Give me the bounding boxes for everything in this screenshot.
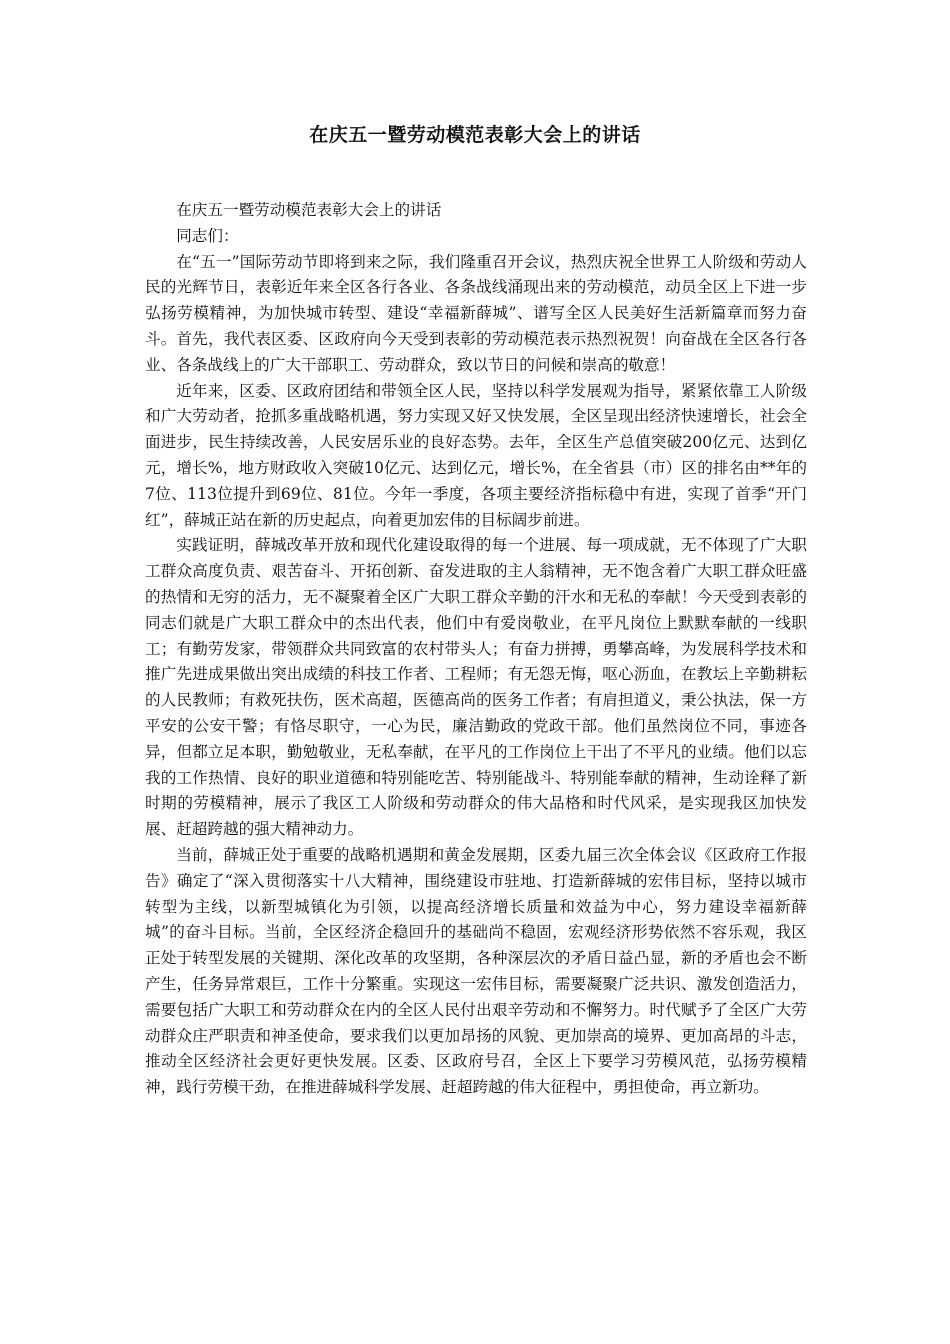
salutation: 同志们： <box>176 226 239 245</box>
paragraph: 近年来，区委、区政府团结和带领全区人民，坚持以科学发展观为指导，紧紧依靠工人阶级和广大劳动者，抢抓多重战略机遇，努力实现又好又快发展，全区呈现出经济快速增长，社会全面进步，民生持续改善，人民安居乐业的良好态势。去年，全区生产总值突破200亿元、达到亿元，增长%，地方财政收入突破10亿元、达到亿元，增长%，在全省县（市）区的排名由**年的7位、113位提升到69位、81位。今年一季度，各项主要经济指标稳中有进，实现了首季“开门红”，薛城正站在新的历史起点，向着更加宏伟的目标阔步前进。 <box>145 381 807 529</box>
document-body <box>145 198 807 1101</box>
document-subtitle: 在庆五一暨劳动模范表彰大会上的讲话 <box>176 201 442 219</box>
paragraph: 在“五一”国际劳动节即将到来之际，我们隆重召开会议，热烈庆祝全世界工人阶级和劳动人民的光辉节日，表彰近年来全区各行各业、各条战线涌现出来的劳动模范，动员全区上下进一步弘扬劳模精神，为加快城市转型、建设“幸福新薛城”、谱写全区人民美好生活新篇章而努力奋斗。首先，我代表区委、区政府向今天受到表彰的劳动模范表示热烈祝贺！向奋战在全区各行各业、各条战线上的广大干部职工、劳动群众，致以节日的问候和崇高的敬意！ <box>145 252 807 374</box>
document-title: 在庆五一暨劳动模范表彰大会上的讲话 <box>309 124 641 146</box>
paragraph: 当前，薛城正处于重要的战略机遇期和黄金发展期，区委九届三次全体会议《区政府工作报告》确定了“深入贯彻落实十八大精神，围绕建设市驻地、打造新薛城的宏伟目标，坚持以城市转型为主线，以新型城镇化为引领，以提高经济增长质量和效益为中心，努力建设幸福新薛城”的奋斗目标。当前，全区经济企稳回升的基础尚不稳固，宏观经济形势依然不容乐观，我区正处于转型发展的关键期、深化改革的攻坚期，各种深层次的矛盾日益凸显，新的矛盾也会不断产生，任务异常艰巨，工作十分繁重。实现这一宏伟目标，需要凝聚广泛共识、激发创造活力，需要包括广大职工和劳动群众在内的全区人民付出艰辛劳动和不懈努力。时代赋予了全区广大劳动群众庄严职责和神圣使命，要求我们以更加昂扬的风貌、更加崇高的境界、更加高昂的斗志，推动全区经济社会更好更快发展。区委、区政府号召，全区上下要学习劳模风范，弘扬劳模精神，践行劳模干劲，在推进薛城科学发展、赶超跨越的伟大征程中，勇担使命，再立新功。 <box>145 845 807 1097</box>
paragraph: 实践证明，薛城改革开放和现代化建设取得的每一个进展、每一项成就，无不体现了广大职工群众高度负责、艰苦奋斗、开拓创新、奋发进取的主人翁精神，无不饱含着广大职工群众旺盛的热情和无穷的活力，无不凝聚着全区广大职工群众辛勤的汗水和无私的奉献！今天受到表彰的同志们就是广大职工群众中的杰出代表，他们中有爱岗敬业，在平凡岗位上默默奉献的一线职工；有勤劳发家，带领群众共同致富的农村带头人；有奋力拼搏，勇攀高峰，为发展科学技术和推广先进成果做出突出成绩的科技工作者、工程师；有无怨无悔，呕心沥血，在教坛上辛勤耕耘的人民教师；有救死扶伤，医术高超，医德高尚的医务工作者；有肩担道义，秉公执法，保一方平安的公安干警；有恪尽职守，一心为民，廉洁勤政的党政干部。他们虽然岗位不同，事迹各异，但都立足本职，勤勉敬业，无私奉献，在平凡的工作岗位上干出了不平凡的业绩。他们以忘我的工作热情、良好的职业道德和特别能吃苦、特别能战斗、特别能奉献的精神，生动诠释了新时期的劳模精神，展示了我区工人阶级和劳动群众的伟大品格和时代风采，是实现我区加快发展、赶超跨越的强大精神动力。 <box>145 536 807 839</box>
